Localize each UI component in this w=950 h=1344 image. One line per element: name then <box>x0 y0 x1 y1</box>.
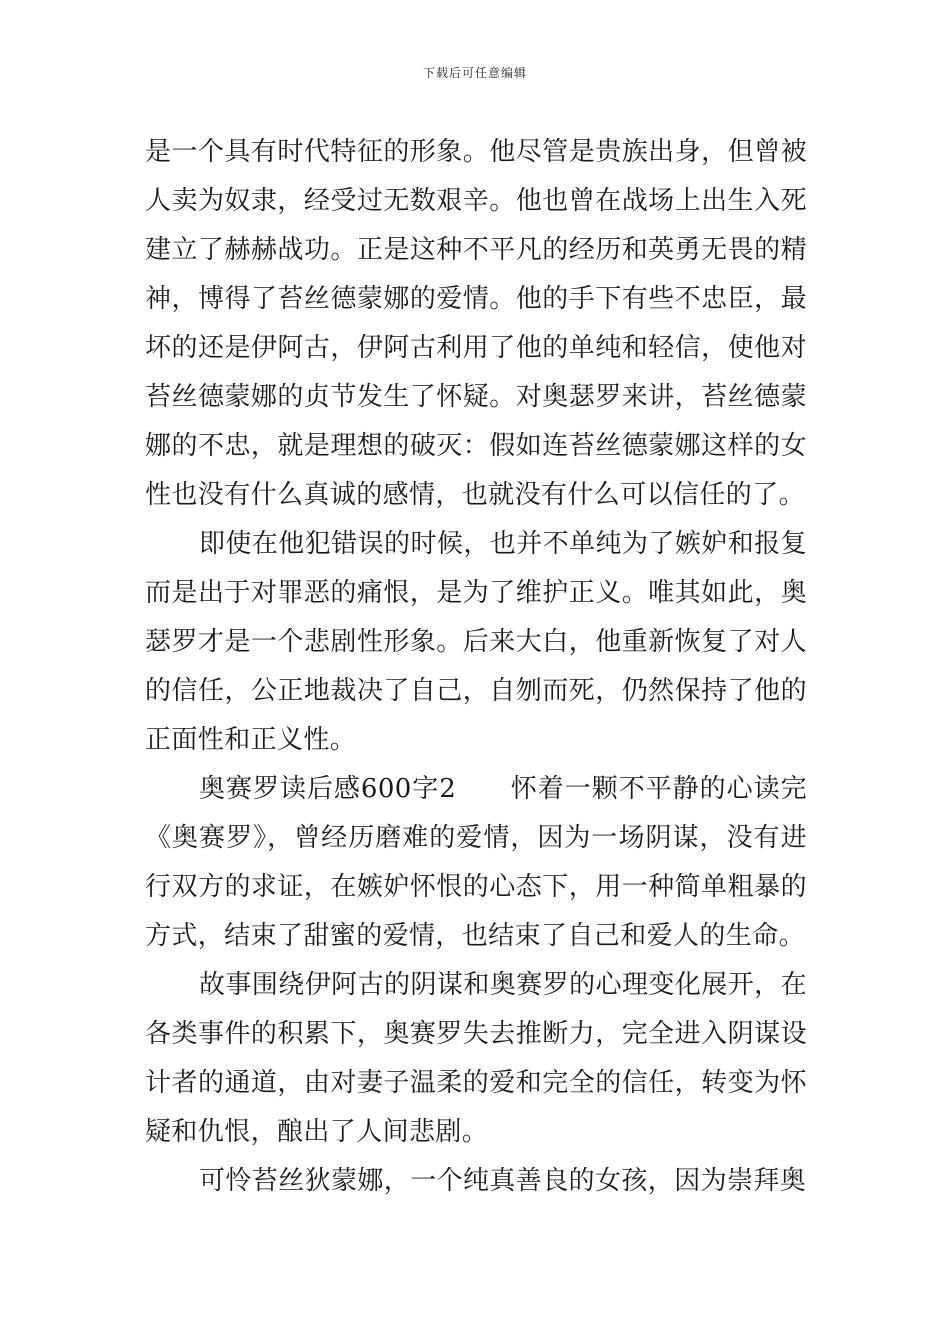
paragraph-3: 奥赛罗读后感600字2 怀着一颗不平静的心读完《奥赛罗》，曾经历磨难的爱情，因为一场阴谋，没有进行双方的求证，在嫉妒怀恨的心态下，用一种简单粗暴的方式，结束了甜蜜的爱情，也结束了自己和爱人的生命。 <box>145 774 807 951</box>
paragraph-5: 可怜苔丝狄蒙娜，一个纯真善良的女孩，因为崇拜奥 <box>199 1166 807 1196</box>
paragraph-4: 故事围绕伊阿古的阴谋和奥赛罗的心理变化展开，在各类事件的积累下，奥赛罗失去推断力，完全进入阴谋设计者的通道，由对妻子温柔的爱和完全的信任，转变为怀疑和仇恨，酿出了人间悲剧。 <box>145 970 807 1147</box>
page-header-note: 下载后可任意编辑 <box>422 66 527 80</box>
paragraph-1: 是一个具有时代特征的形象。他尽管是贵族出身，但曾被人卖为奴隶，经受过无数艰辛。他也曾在战场上出生入死建立了赫赫战功。正是这种不平凡的经历和英勇无畏的精神，博得了苔丝德蒙娜的爱情。他的手下有些不忠臣，最坏的还是伊阿古，伊阿古利用了他的单纯和轻信，使他对苔丝德蒙娜的贞节发生了怀疑。对奥瑟罗来讲，苔丝德蒙娜的不忠，就是理想的破灭：假如连苔丝德蒙娜这样的女性也没有什么真诚的感情，也就没有什么可以信任的了。 <box>145 137 807 510</box>
paragraph-2: 即使在他犯错误的时候，也并不单纯为了嫉妒和报复而是出于对罪恶的痛恨，是为了维护正义。唯其如此，奥瑟罗才是一个悲剧性形象。后来大白，他重新恢复了对人的信任，公正地裁决了自己，自刎而死，仍然保持了他的正面性和正义性。 <box>145 529 807 755</box>
body-text <box>145 128 807 1206</box>
